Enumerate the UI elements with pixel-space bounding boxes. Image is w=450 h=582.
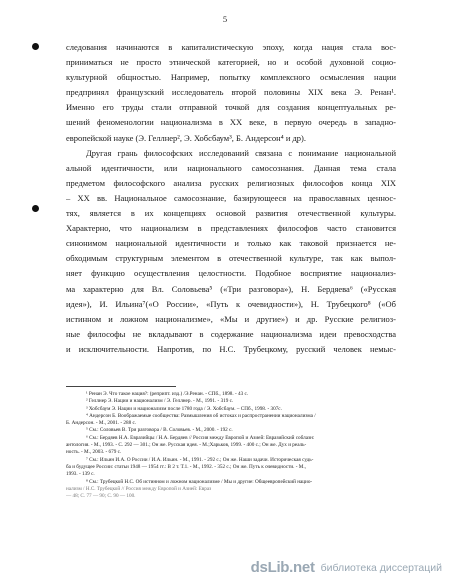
footnotes xyxy=(66,386,406,500)
watermark[interactable] xyxy=(251,559,442,576)
footnote-line: — 48; С. 77 — 90; С. 90 — 100. xyxy=(66,493,136,500)
footnote-line: 1993. - 139 с. xyxy=(66,471,95,478)
body-line: предпринял французский исследователь второй половины XIX века Э. Ренан¹. xyxy=(66,87,396,98)
footnote-line: ность. - М., 2003. - 679 с. xyxy=(66,449,122,456)
footnote-line: Б. Андерсон. - М., 2001. - 288 с. xyxy=(66,420,137,427)
footnote-line: ⁶ См.: Бердяев Н.А. Евразийцы / Н.А. Бердяев // Россия между Европой и Азией: Евразийский соблазн: xyxy=(86,434,315,441)
margin-mark-top xyxy=(32,43,39,50)
footnote-line: ⁴ Андерсон Б. Воображаемые сообщества: Размышления об истоках и распространении национализма / xyxy=(86,412,316,419)
footnote-line: ¹ Ренан Э. Что такое нация?: (реприпт. изд.) /Э.Ренан. - СПб., 1898. - 43 с. xyxy=(86,391,249,397)
body-line: приниматься не просто этнической категорией, но и особой духовной социо- xyxy=(66,57,396,68)
body-line: Другая грань философских исследований связана с понимание национальной xyxy=(86,147,396,158)
footnote-line: ⁷ См.: Ильин И.А. О России / И.А. Ильин. - М., 1991. - 292 с.; Он же. Наши задачи. Историческая судь- xyxy=(86,456,314,463)
body-line: – XX вв. Национальное самосознание, базирующееся на православных ценнос- xyxy=(66,192,396,203)
body-line: следования начинаются в капиталистическую эпоху, когда нация стала вос- xyxy=(66,42,396,52)
body-line: предметом философского анализа русских религиозных философов конца XIX xyxy=(66,177,396,188)
body-line: культурной общностью. Например, попытку комплексного осмысления нации xyxy=(66,72,396,83)
body-line: тях, является в их концепциях основой развития отечественной культуры. xyxy=(66,208,396,219)
body-line: обходимым структурным элементом в отечественной культуре, так как выпол- xyxy=(66,253,396,264)
footnote-line: ба и будущее России: статьи 1948 — 1954 гг.: В 2 т. Т.1. - М., 1992. - 352 с.; Он же. Путь к очевидности. - М., xyxy=(66,463,306,470)
footnote-rule xyxy=(66,386,176,387)
footnote-line: ⁸ См.: Трубецкой Н.С. Об истинном и ложном национализме / Мы и другие: Общеевропейский нацио- xyxy=(86,478,313,485)
body-line: и исключительности. Напротив, по Н.С. Трубецкому, русский человек немыс- xyxy=(66,343,396,354)
footnote-line: ³ Хобсбаум Э. Нации и национализм после 1780 года / Э. Хобсбаум. – СПб., 1998. - 307с. xyxy=(86,405,282,412)
body-line: шений феноменологии национализма в XX веке, в первую очередь в западно- xyxy=(66,117,396,128)
body-line: ные философы не вкладывают в содержание национализма идеи превосходства xyxy=(66,328,396,339)
body-text xyxy=(66,40,396,357)
watermark-text: библиотека диссертаций xyxy=(320,561,442,574)
body-line: Именно его труды стали отправной точкой для создания концептуальных ре- xyxy=(66,102,396,113)
body-line: синонимом национальной идентичности и только как таковой признается не- xyxy=(66,238,396,249)
body-line: няет функцию осуществления целостности. Подобное восприятие национализ- xyxy=(66,268,396,279)
body-line: истинном и ложном национализме», «Мы и другие») и др. Русские религиоз- xyxy=(66,313,396,324)
page-number: 5 xyxy=(222,14,228,24)
footnote-line: ² Геллнер Э. Нации и национализм / Э. Геллнер. - М., 1991. - 319 с. xyxy=(86,398,234,405)
footnote-line: антология. - М., 1993. - С. 292 — 301.; Он же. Русская идея. - М.;Харьков, 1999. - 400 с.; Он же. Дух и реаль- xyxy=(66,442,307,449)
body-line: идея»), И. Ильина⁷(«О России», «Путь к очевидности»), Н. Трубецкого⁸ («Об xyxy=(66,298,396,309)
body-line: Характерно, что национализм в представлениях философов часто становится xyxy=(66,223,396,234)
margin-mark-bottom xyxy=(32,205,39,212)
body-line: ма характерно для Вл. Соловьева⁵ («Три разговора»), Н. Бердяева⁶ («Русская xyxy=(66,283,396,294)
body-line: европейской науке (Э. Геллнер², Э. Хобсбаум³, Б. Андерсон⁴ и др). xyxy=(66,132,307,143)
body-line: альной идентичности, или национального самосознания. Данная тема стала xyxy=(66,162,396,173)
footnote-line: ⁵ См.: Соловьев В. Три разговора / В. Соловьев. - М., 2000. - 192 с. xyxy=(86,427,233,434)
watermark-logo: dsLib.net xyxy=(250,559,315,576)
footnote-line: нализм / Н.С. Трубецкой // Россия между Европой и Азией: Евраз xyxy=(66,485,212,492)
